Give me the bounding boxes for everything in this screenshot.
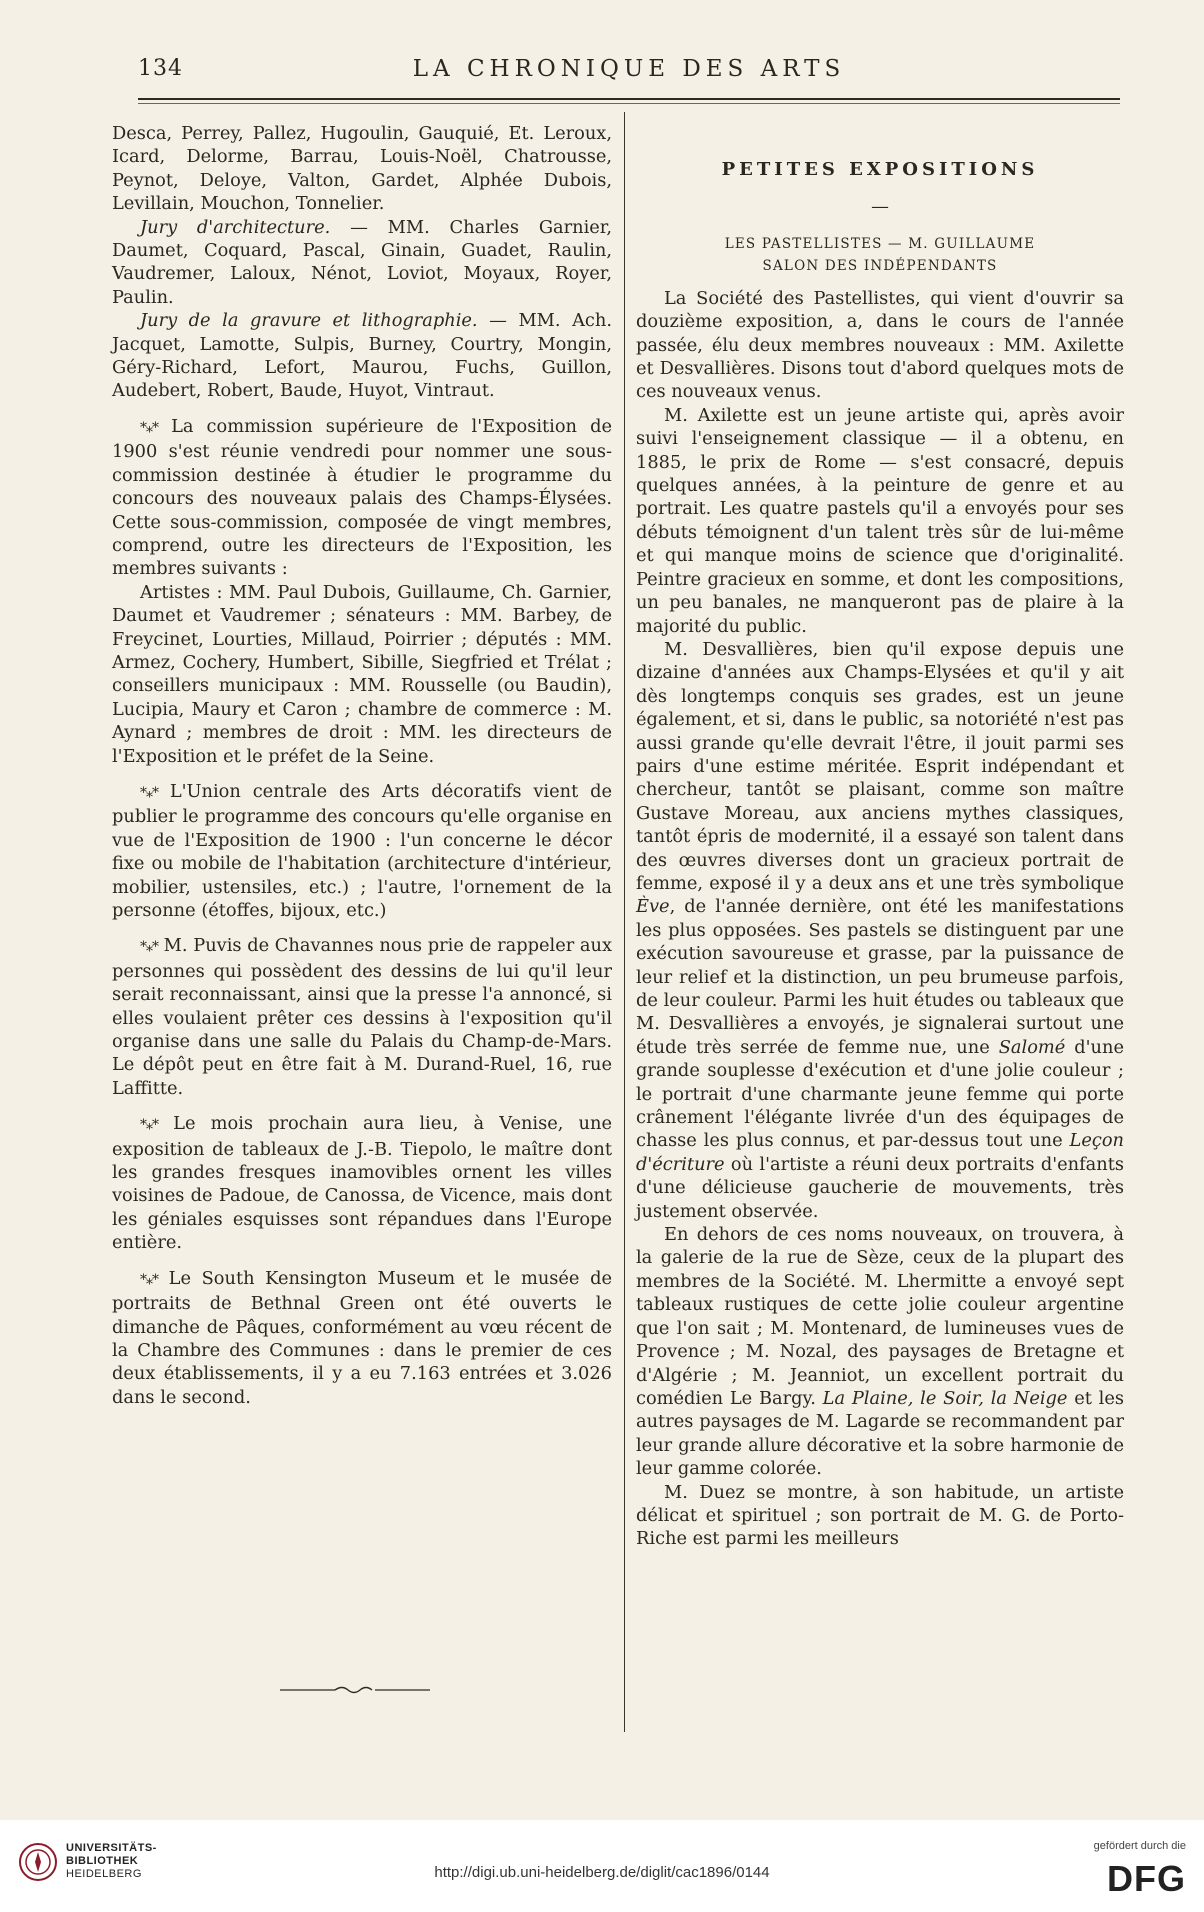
uni-line2: BIBLIOTHEK [66,1855,139,1867]
plaine-title: La Plaine, le Soir, la Neige [822,1387,1068,1409]
puvis-paragraph [112,934,612,1100]
lecon-title: Leçon d'écriture [636,1130,1124,1175]
desvallieres-text-a: M. Desvallières, bien qu'il expose depuis une dizaine d'années aux Champs-Elysées et qu'il y ait dès longtemps conquis ses grades, est un jeune également, et si, dans le public, sa notoriété n'est pas aussi grande qu'elle devrait l'être, il jouit parmi ses pairs d'une estime méritée. Esprit indépendant et chercheur, tantôt se plaisant, comme son maître Gustave Moreau, aux anciens mythes classiques, tantôt épris de modernité, il a essayé son talent dans des œuvres diverses dont un gracieux portrait de femme, exposé il y a deux ans et une très symbolique [636,638,1124,894]
desvallieres-text-d: où l'artiste a réuni deux portraits d'enfants d'une délicieuse gaucherie de mouvements, très justement observée. [636,1153,1124,1222]
asterism-mark: *⁎* [140,419,158,436]
engraving-jury-label: Jury de la gravure et lithographie. [140,310,478,332]
architecture-jury-label: Jury d'architecture. [140,216,331,238]
funded-by-label: gefördert durch die [1093,1840,1186,1852]
architecture-jury-text: — MM. Charles Garnier, Daumet, Coquard, Pascal, Ginain, Guadet, Raulin, Vaudremer, Laloux, Nénot, Loviot, Moyaux, Royer, Paulin. [112,216,612,308]
engraving-jury-paragraph [112,309,612,403]
kensington-text: Le South Kensington Museum et le musée de portraits de Bethnal Green ont été ouverts le dimanche de Pâques, conformément au vœu récent de la Chambre des Communes : dans le premier de ces deux établissements, il y a eu 7.163 entrées et 3.026 dans le second. [112,1267,612,1408]
desvallieres-text-c: d'une grande souplesse d'exécution et d'une jolie couleur ; le portrait d'une charmante jeune femme qui porte crânement l'élégante livrée d'un des équipages de chasse les plus connus, et par-dessus tout une [636,1036,1124,1152]
subtitle-salon: SALON DES INDÉPENDANTS [762,257,998,274]
engraving-jury-text: — MM. Ach. Jacquet, Lamotte, Sulpis, Burney, Courtry, Mongin, Géry-Richard, Lefort, Maurou, Fuchs, Guillon, Audebert, Robert, Baude, Huyot, Vintraut. [112,310,612,402]
commission-text: La commission supérieure de l'Exposition de 1900 s'est réunie vendredi pour nommer une sous-commission destinée à étudier le programme du concours des nouveaux palais des Champs-Élysées. Cette sous-commission, composée de vingt membres, comprend, outre les directeurs de l'Exposition, les membres suivants : [112,415,612,580]
societe-text-a: En dehors de ces noms nouveaux, on trouvera, à la galerie de la rue de Sèze, ceux de la plupart des membres de la Société. M. Lhermitte a envoyé sept tableaux rustiques de cette jolie couleur argentine que l'on sait ; M. Montenard, de lumineuses vues de Provence ; M. Nozal, des paysages de Bretagne et d'Algérie ; M. Jeanniot, un excellent portrait du comédien Le Bargy. [636,1224,1124,1409]
asterism-mark: *⁎* [140,784,158,801]
societe-paragraph [636,1223,1124,1480]
axilette-paragraph: M. Axilette est un jeune artiste qui, après avoir suivi l'enseignement classique — il a obtenu, en 1885, le prix de Rome — s'est consacré, depuis quelques années, à la peinture de genre et au portrait. Les quatre pastels qu'il a envoyés pour ses débuts témoignent d'un talent très sûr de lui-même et qui manque moins de science que d'originalité. Peintre gracieux en somme, et dont les compositions, un peu banales, ne manqueront pas de plaire à la majorité du public. [636,404,1124,637]
venise-paragraph [112,1112,612,1254]
uni-line1: UNIVERSITÄTS- [66,1842,157,1854]
section-title: PETITES EXPOSITIONS [721,159,1039,180]
puvis-text: M. Puvis de Chavannes nous prie de rappeler aux personnes qui possèdent des dessins de lui qu'il leur serait reconnaissant, ainsi que la presse l'a annoncé, si elles voulaient prêter ces dessins à l'exposition qu'il organise dans une salle du Palais du Champ-de-Mars. Le dépôt peut en être fait à M. Durand-Ruel, 16, rue Laffitte. [112,935,612,1099]
desvallieres-text-b: , de l'année dernière, ont été les manifestations les plus opposées. Ses pastels se distinguent par une exécution savoureuse et grasse, par la puissance de leur relief et la distinction, un peu brumeuse parfois, de leur couleur. Parmi les huit études ou tableaux que M. Desvallières a envoyés, je signalerai surtout une étude très serrée de femme nue, une [636,896,1124,1058]
pastellistes-paragraph: La Société des Pastellistes, qui vient d'ouvrir sa douzième exposition, a, dans le cours de l'année passée, élu deux membres nouveaux : MM. Axilette et Desvallières. Disons tout d'abord quelques mots de ces nouveaux venus. [636,287,1124,403]
union-text: L'Union centrale des Arts décoratifs vient de publier le programme des concours qu'elle organise en vue de l'Exposition de 1900 : l'un concerne le décor fixe ou mobile de l'habitation (architecture d'intérieur, mobilier, ustensiles, etc.) ; l'autre, l'ornement de la personne (étoffes, bijoux, etc.) [112,780,612,921]
left-column [112,122,612,1409]
duez-paragraph: M. Duez se montre, à son habitude, un artiste délicat et spirituel ; son portrait de M. G. de Porto-Riche est parmi les meilleurs [636,1481,1124,1550]
header-rule [138,98,1120,100]
eve-title: Ève [636,896,670,918]
members-paragraph: Artistes : MM. Paul Dubois, Guillaume, Ch. Garnier, Daumet et Vaudremer ; sénateurs : MM. Barbey, de Freycinet, Lourties, Millaud, Poirrier ; députés : MM. Armez, Cochery, Humbert, Sibille, Siegfried et Trélat ; conseillers municipaux : MM. Rousselle (ou Baudin), Lucipia, Maury et Caron ; chambre de commerce : M. Aynard ; membres de droit : MM. les directeurs de l'Exposition et le préfet de la Seine. [112,581,612,767]
right-column [636,158,1124,1551]
title-dash: — [871,196,889,218]
jury-list-paragraph: Desca, Perrey, Pallez, Hugoulin, Gauquié, Et. Leroux, Icard, Delorme, Barrau, Louis-Noël, Chatrousse, Peynot, Deloye, Valton, Gardet, Alphée Dubois, Levillain, Mouchon, Tonnelier. [112,123,612,215]
asterism-mark: *⁎* [140,1271,158,1288]
venise-text: Le mois prochain aura lieu, à Venise, une exposition de tableaux de J.-B. Tiepolo, le maître dont les grandes fresques inamovibles ornent les villes voisines de Padoue, de Canossa, de Vicence, mais dont les géniales esquisses sont répandues dans l'Europe entière. [112,1113,612,1254]
subtitle-pastellistes: LES PASTELLISTES — M. GUILLAUME [724,235,1036,252]
salome-title: Salomé [998,1036,1066,1058]
journal-title: LA CHRONIQUE DES ARTS [412,56,846,82]
column-divider [624,112,625,1732]
library-footer [0,1820,1204,1912]
desvallieres-paragraph [636,638,1124,1223]
kensington-paragraph [112,1267,612,1409]
source-url-link[interactable]: http://digi.ub.uni-heidelberg.de/diglit/cac1896/0144 [434,1864,770,1881]
dfg-logo: DFG [1107,1858,1186,1899]
asterism-mark: *⁎* [140,1117,158,1134]
header-rule-thin [138,103,1120,104]
union-paragraph [112,780,612,922]
end-ornament [280,1685,430,1695]
page-header [138,56,1120,96]
societe-text-b: et les autres paysages de M. Lagarde se recommandent par leur grande allure décorative et la sobre harmonie de leur gamme colorée. [636,1387,1124,1480]
commission-paragraph [112,415,612,581]
architecture-jury-paragraph [112,216,612,310]
asterism-mark: *⁎* [140,939,158,956]
page-number: 134 [138,56,183,81]
uni-line3: HEIDELBERG [66,1868,142,1880]
